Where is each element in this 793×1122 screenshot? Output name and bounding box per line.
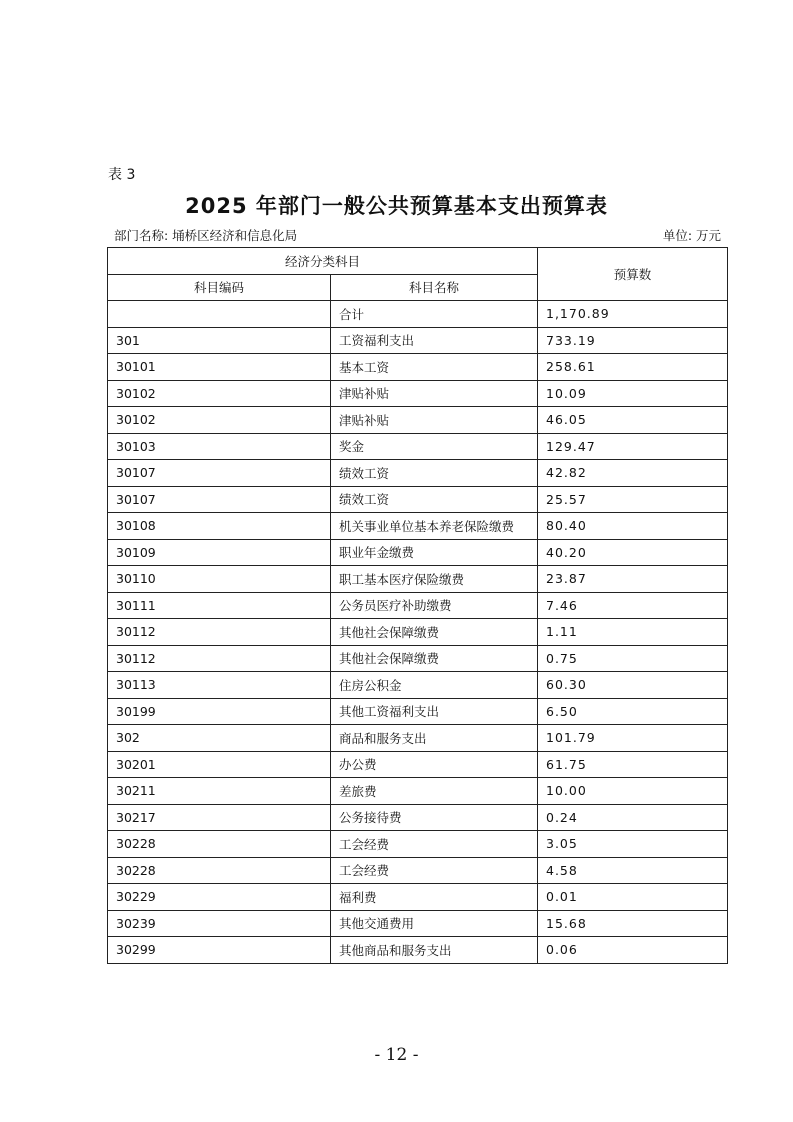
budget-amount-cell: 23.87 xyxy=(538,566,728,593)
table-row xyxy=(108,513,728,540)
budget-amount-cell: 60.30 xyxy=(538,672,728,699)
header-subject-name: 科目名称 xyxy=(331,274,538,301)
subject-name-cell: 其他商品和服务支出 xyxy=(331,937,538,964)
subject-code-cell: 30112 xyxy=(108,619,331,646)
subject-code-cell: 30102 xyxy=(108,407,331,434)
subject-name-cell: 公务员医疗补助缴费 xyxy=(331,592,538,619)
table-row xyxy=(108,433,728,460)
table-row xyxy=(108,672,728,699)
subject-code-cell: 302 xyxy=(108,725,331,752)
subject-code-cell: 30211 xyxy=(108,778,331,805)
table-row xyxy=(108,592,728,619)
table-row xyxy=(108,751,728,778)
subject-code-cell: 30101 xyxy=(108,354,331,381)
table-row xyxy=(108,380,728,407)
header-economic-classification: 经济分类科目 xyxy=(108,248,538,275)
table-row xyxy=(108,486,728,513)
page-title: 2025 年部门一般公共预算基本支出预算表 xyxy=(185,194,608,218)
subject-name-cell: 工会经费 xyxy=(331,857,538,884)
subject-name-cell: 住房公积金 xyxy=(331,672,538,699)
budget-amount-cell: 129.47 xyxy=(538,433,728,460)
budget-amount-cell: 1.11 xyxy=(538,619,728,646)
subject-code-cell: 30217 xyxy=(108,804,331,831)
budget-table xyxy=(107,247,728,964)
subject-code-cell xyxy=(108,301,331,328)
subject-name-cell: 工资福利支出 xyxy=(331,327,538,354)
budget-amount-cell: 3.05 xyxy=(538,831,728,858)
table-row xyxy=(108,778,728,805)
subject-code-cell: 30102 xyxy=(108,380,331,407)
budget-amount-cell: 1,170.89 xyxy=(538,301,728,328)
table-row xyxy=(108,884,728,911)
subject-name-cell: 办公费 xyxy=(331,751,538,778)
budget-amount-cell: 733.19 xyxy=(538,327,728,354)
subject-code-cell: 30201 xyxy=(108,751,331,778)
budget-amount-cell: 0.75 xyxy=(538,645,728,672)
budget-amount-cell: 0.06 xyxy=(538,937,728,964)
header-subject-code: 科目编码 xyxy=(108,274,331,301)
subject-code-cell: 30111 xyxy=(108,592,331,619)
subject-name-cell: 绩效工资 xyxy=(331,460,538,487)
table-row xyxy=(108,539,728,566)
subject-name-cell: 差旅费 xyxy=(331,778,538,805)
table-row xyxy=(108,725,728,752)
table-row xyxy=(108,619,728,646)
subject-code-cell: 30108 xyxy=(108,513,331,540)
subject-code-cell: 30107 xyxy=(108,460,331,487)
table-row xyxy=(108,698,728,725)
budget-amount-cell: 4.58 xyxy=(538,857,728,884)
table-row xyxy=(108,460,728,487)
table-row xyxy=(108,910,728,937)
budget-amount-cell: 101.79 xyxy=(538,725,728,752)
table-row xyxy=(108,645,728,672)
subject-code-cell: 30228 xyxy=(108,831,331,858)
page-number: - 12 - xyxy=(374,1045,419,1065)
budget-amount-cell: 258.61 xyxy=(538,354,728,381)
budget-amount-cell: 46.05 xyxy=(538,407,728,434)
budget-amount-cell: 10.00 xyxy=(538,778,728,805)
budget-amount-cell: 10.09 xyxy=(538,380,728,407)
header-budget-amount: 预算数 xyxy=(538,248,728,301)
budget-amount-cell: 7.46 xyxy=(538,592,728,619)
subject-name-cell: 福利费 xyxy=(331,884,538,911)
table-row xyxy=(108,327,728,354)
table-row xyxy=(108,804,728,831)
table-row xyxy=(108,301,728,328)
department-name: 部门名称: 埇桥区经济和信息化局 xyxy=(114,228,298,243)
budget-amount-cell: 40.20 xyxy=(538,539,728,566)
table-row xyxy=(108,566,728,593)
subject-name-cell: 机关事业单位基本养老保险缴费 xyxy=(331,513,538,540)
subject-name-cell: 津贴补贴 xyxy=(331,407,538,434)
subject-code-cell: 301 xyxy=(108,327,331,354)
table-row xyxy=(108,937,728,964)
table-row xyxy=(108,407,728,434)
unit-label: 单位: 万元 xyxy=(662,228,721,243)
budget-amount-cell: 0.24 xyxy=(538,804,728,831)
subject-code-cell: 30229 xyxy=(108,884,331,911)
subject-code-cell: 30110 xyxy=(108,566,331,593)
table-row xyxy=(108,857,728,884)
subject-code-cell: 30228 xyxy=(108,857,331,884)
subject-name-cell: 其他交通费用 xyxy=(331,910,538,937)
table-body xyxy=(108,301,728,964)
subject-name-cell: 职工基本医疗保险缴费 xyxy=(331,566,538,593)
subject-name-cell: 其他社会保障缴费 xyxy=(331,619,538,646)
subject-code-cell: 30107 xyxy=(108,486,331,513)
table-row xyxy=(108,831,728,858)
budget-amount-cell: 42.82 xyxy=(538,460,728,487)
subject-code-cell: 30103 xyxy=(108,433,331,460)
table-label: 表 3 xyxy=(108,167,136,183)
budget-amount-cell: 0.01 xyxy=(538,884,728,911)
subject-name-cell: 商品和服务支出 xyxy=(331,725,538,752)
subject-name-cell: 公务接待费 xyxy=(331,804,538,831)
subject-code-cell: 30199 xyxy=(108,698,331,725)
subject-code-cell: 30239 xyxy=(108,910,331,937)
subject-name-cell: 其他社会保障缴费 xyxy=(331,645,538,672)
subject-code-cell: 30113 xyxy=(108,672,331,699)
subject-name-cell: 合计 xyxy=(331,301,538,328)
table-row xyxy=(108,354,728,381)
subject-name-cell: 基本工资 xyxy=(331,354,538,381)
subject-code-cell: 30109 xyxy=(108,539,331,566)
subject-name-cell: 奖金 xyxy=(331,433,538,460)
subject-code-cell: 30299 xyxy=(108,937,331,964)
subject-name-cell: 津贴补贴 xyxy=(331,380,538,407)
budget-amount-cell: 80.40 xyxy=(538,513,728,540)
subject-name-cell: 职业年金缴费 xyxy=(331,539,538,566)
subject-name-cell: 其他工资福利支出 xyxy=(331,698,538,725)
budget-amount-cell: 6.50 xyxy=(538,698,728,725)
budget-amount-cell: 15.68 xyxy=(538,910,728,937)
subject-name-cell: 工会经费 xyxy=(331,831,538,858)
subject-name-cell: 绩效工资 xyxy=(331,486,538,513)
header-row-group xyxy=(108,248,728,275)
subject-code-cell: 30112 xyxy=(108,645,331,672)
budget-amount-cell: 61.75 xyxy=(538,751,728,778)
budget-amount-cell: 25.57 xyxy=(538,486,728,513)
